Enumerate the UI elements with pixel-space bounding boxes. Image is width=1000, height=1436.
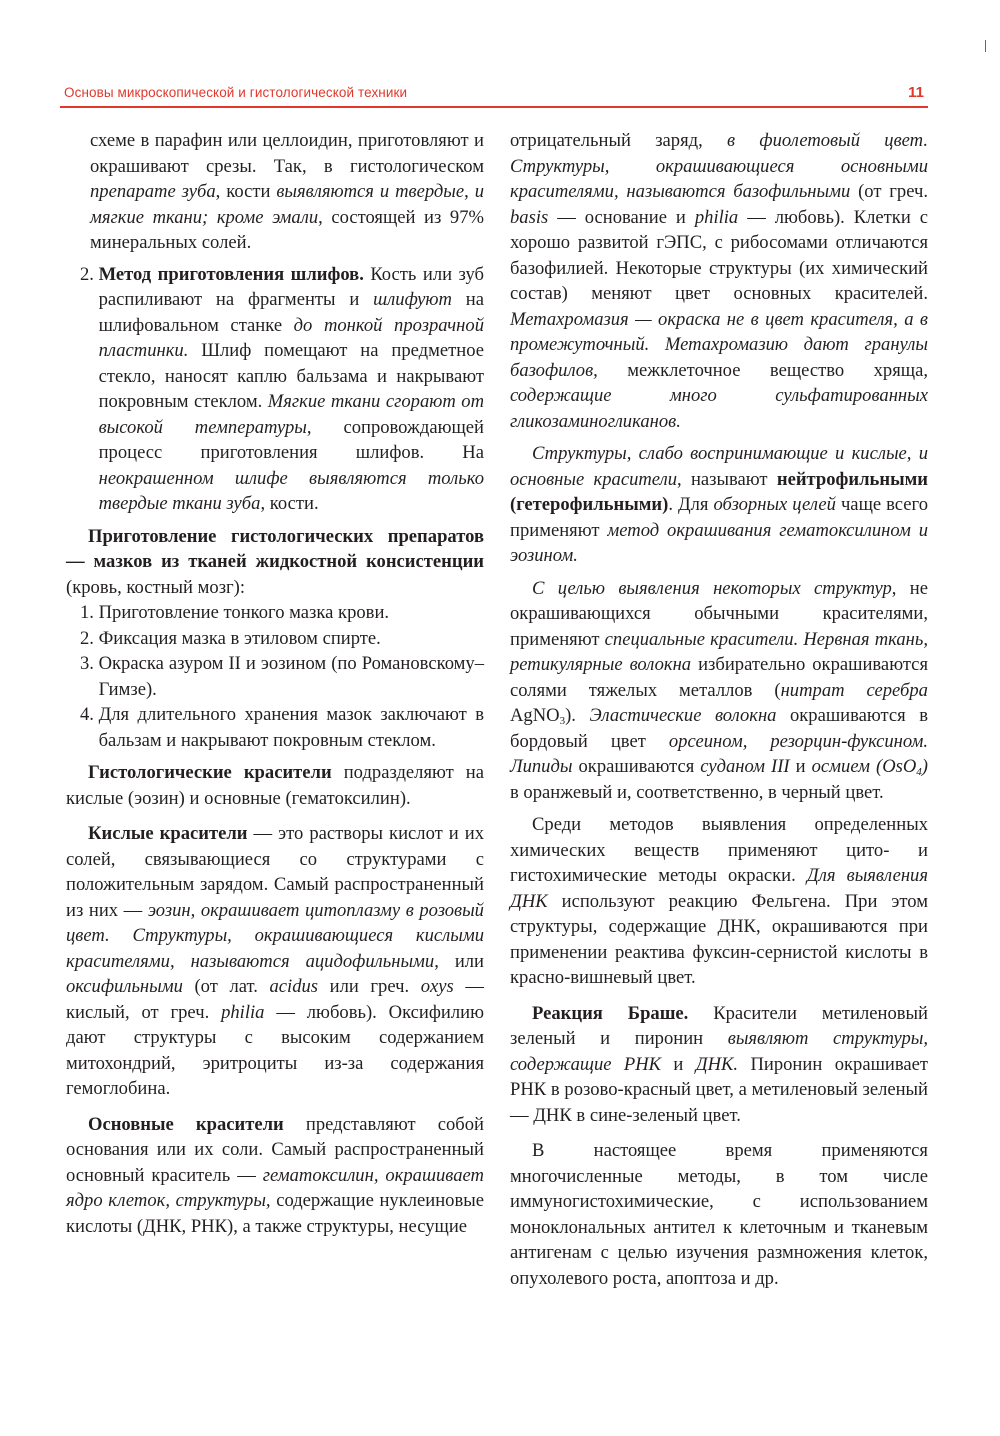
header-title: Основы микроскопической и гистологической техники bbox=[64, 85, 408, 100]
smear-paragraph: Приготовление гистологических препаратов — мазков из тканей жидкостной консистенции (кровь, костный мозг): bbox=[66, 525, 484, 598]
running-header bbox=[60, 84, 928, 108]
dyes-paragraph: Гистологические красители подразделяют на кислые (эозин) и основные (гематоксилин). bbox=[66, 762, 485, 809]
neutrophil-paragraph: Структуры, слабо воспринимающие и кислые, и основные красители, называют нейтрофильными (гетерофильными). Для обзорных целей чаще всего применяют метод окрашивания гематоксилином и эозином. bbox=[510, 443, 928, 566]
brachet-paragraph: Реакция Браше. Красители метиленовый зеленый и пиронин выявляют структуры, содержащие РНК и ДНК. Пиронин окрашивает РНК в розово-красный цвет, а метиленовый зеленый — ДНК в сине-зеленый цвет. bbox=[510, 1002, 929, 1126]
page-number: 11 bbox=[908, 84, 924, 101]
list-item: 2. Фиксация мазка в этиловом спирте. bbox=[80, 627, 381, 649]
paragraph-continuation: отрицательный заряд, в фиолетовый цвет. Структуры, окрашивающиеся основными красителями, называются базофильными (от греч. basis — основание и philia — любовь). Клетки с хорошо развитой гЭПС, с рибосомами отличаются базофилией. Некоторые структуры (их химический состав) меняют цвет основных красителей. Метахромазия — окраска не в цвет красителя, а в промежуточный. Метахромазию дают гранулы базофилов, межклеточное вещество хряща, содержащие много сульфатированных гликозаминогликанов. bbox=[510, 130, 929, 432]
list-item: 4. Для длительного хранения мазок заключают в бальзам и накрывают покровным стеклом. bbox=[80, 704, 484, 751]
numbered-item-2: 2. Метод приготовления шлифов. Кость или зуб распиливают на фрагменты и шлифуют на шлифовальном станке до тонкой прозрачной пластинки. Шлиф помещают на предметное стекло, наносят каплю бальзама и накрывают покровным стеклом. Мягкие ткани сгорают от высокой температуры, сопровождающей процесс приготовления шлифов. На неокрашенном шлифе выявляются только твердые ткани зуба, кости. bbox=[80, 263, 484, 514]
right-column bbox=[510, 128, 928, 1291]
list-item: 3. Окраска азуром II и эозином (по Романовскому–Гимзе). bbox=[80, 653, 484, 700]
paragraph-continuation: схеме в парафин или целлоидин, приготовляют и окрашивают срезы. Так, в гистологическом препарате зуба, кости выявляются и твердые, и мягкие ткани; кроме эмали, состоящей из 97% минеральных солей. bbox=[90, 130, 484, 253]
special-dyes-paragraph: С целью выявления некоторых структур, не окрашивающихся обычными красителями, применяют специальные красители. Нервная ткань, ретикулярные волокна избирательно окрашиваются солями тяжелых металлов (нитрат серебра AgNO$_3$). Эластические волокна окрашиваются в бордовый цвет орсеином, резорцин-фуксином. Липиды окрашиваются суданом III и осмием (OsO$_4$) в оранжевый и, соответственно, в черный цвет. bbox=[510, 577, 929, 803]
left-column bbox=[66, 128, 484, 1239]
histochemistry-paragraph: Среди методов выявления определенных химических веществ применяют цито- и гистохимические методы окраски. Для выявления ДНК используют реакцию Фельгена. При этом структуры, содержащие ДНК, окрашиваются при применении реактива фуксин-сернистой кислоты в красно-вишневый цвет. bbox=[510, 814, 928, 988]
crop-mark bbox=[985, 40, 986, 52]
smear-steps-list bbox=[66, 600, 484, 753]
basic-dyes-paragraph: Основные красители представляют собой основания или их соли. Самый распространенный основный краситель — гематоксилин, окрашивает ядро клеток, структуры, содержащие нуклеиновые кислоты (ДНК, РНК), а также структуры, несущие bbox=[66, 1113, 484, 1237]
list-item: 1. Приготовление тонкого мазка крови. bbox=[80, 602, 390, 623]
modern-methods-paragraph: В настоящее время применяются многочисленные методы, в том числе иммуногистохимические, с использованием моноклональных антител к клеточным и тканевым антигенам с целью изучения размножения клеток, опухолевого роста, апоптоза и др. bbox=[510, 1140, 928, 1289]
acid-dyes-paragraph: Кислые красители — это растворы кислот и их солей, связывающиеся со структурами с положительным зарядом. Самый распространенный из них — эозин, окрашивает цитоплазму в розовый цвет. Структуры, окрашивающиеся кислыми красителями, называются ацидофильными, или оксифильными (от лат. acidus или греч. oxys — кислый, от греч. philia — любовь). Оксифилию дают структуры с высоким содержанием митохондрий, эритроциты из-за содержания гемоглобина. bbox=[66, 823, 484, 1099]
